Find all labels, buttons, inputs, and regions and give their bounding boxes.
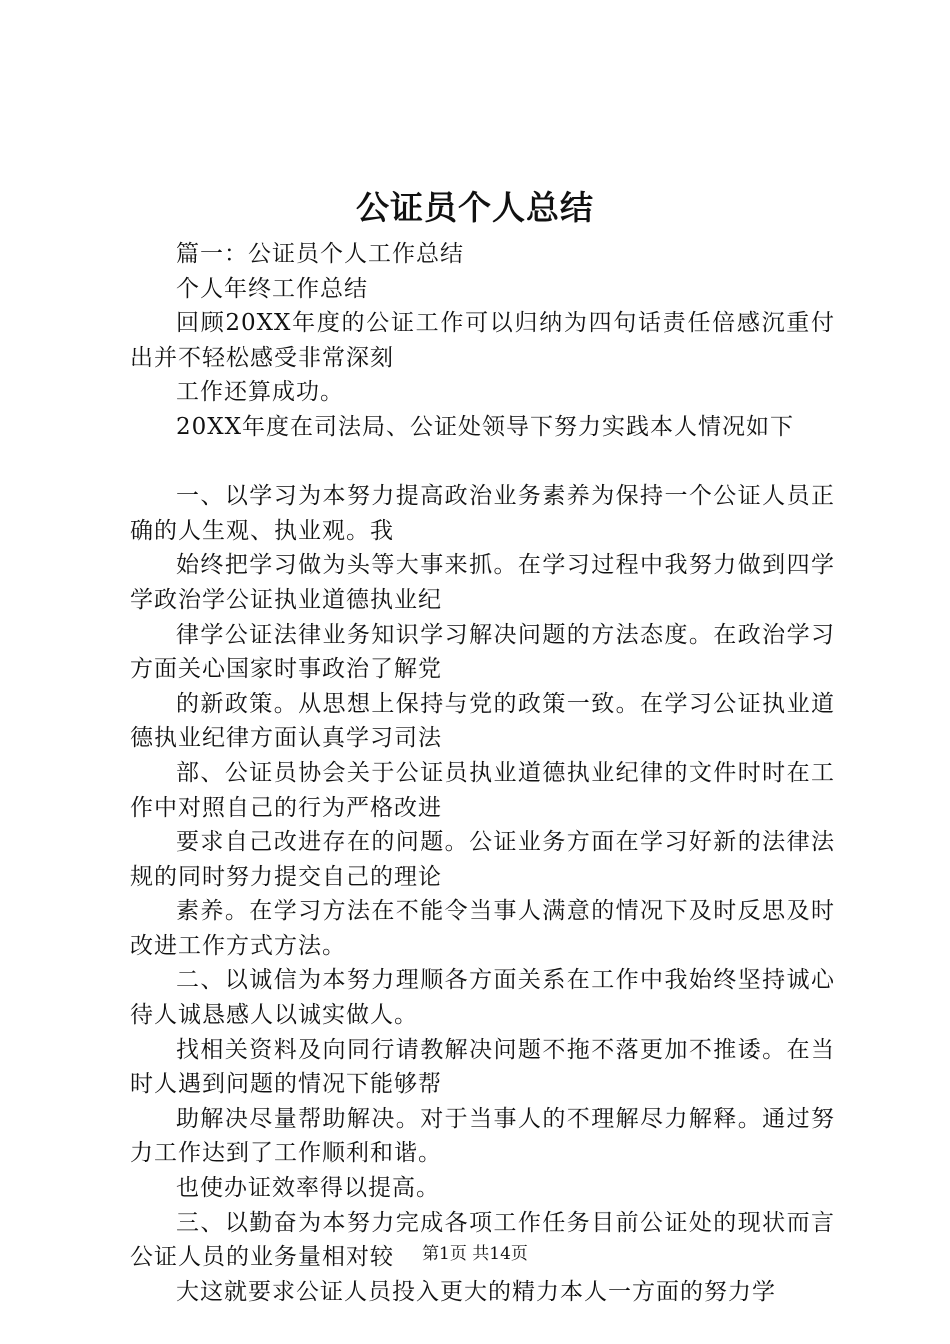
page-number: 第1页: [422, 1244, 467, 1264]
paragraph-1: 篇一：公证员个人工作总结: [176, 241, 464, 267]
page-footer: [0, 1242, 950, 1266]
paragraph-3: 回顾20XX年度的公证工作可以归纳为四句话责任倍感沉重付出并不轻松感受非常深刻: [130, 310, 835, 371]
paragraph-8: 始终把学习做为头等大事来抓。在学习过程中我努力做到四学学政治学公证执业道德执业纪: [130, 552, 835, 613]
paragraph-9: 律学公证法律业务知识学习解决问题的方法态度。在政治学习方面关心国家时事政治了解党: [130, 621, 835, 683]
blank-line: [130, 445, 835, 480]
paragraph-11: 部、公证员协会关于公证员执业道德执业纪律的文件时时在工作中对照自己的行为严格改进: [130, 759, 835, 821]
paragraph-4: 工作还算成功。: [176, 379, 344, 406]
paragraph-18: 三、以勤奋为本努力完成各项工作任务目前公证处的现状而言公证人员的业务量相对较: [130, 1209, 835, 1271]
paragraph-12: 要求自己改进存在的问题。公证业务方面在学习好新的法律法规的同时努力提交自己的理论: [130, 829, 835, 890]
document-title: 公证员个人总结: [356, 188, 594, 227]
paragraph-15: 找相关资料及向同行请教解决问题不拖不落更加不推诿。在当时人遇到问题的情况下能够帮: [130, 1036, 835, 1098]
paragraph-13: 素养。在学习方法在不能令当事人满意的情况下及时反思及时改进工作方式方法。: [130, 898, 835, 959]
total-pages: 共14页: [472, 1244, 528, 1264]
paragraph-7: 一、以学习为本努力提高政治业务素养为保持一个公证人员正确的人生观、执业观。我: [130, 483, 835, 544]
document-body: [130, 237, 835, 1309]
paragraph-19: 大这就要求公证人员投入更大的精力本人一方面的努力学: [176, 1278, 776, 1305]
paragraph-16: 助解决尽量帮助解决。对于当事人的不理解尽力解释。通过努力工作达到了工作顺利和谐。: [130, 1105, 835, 1167]
paragraph-5: 20XX年度在司法局、公证处领导下努力实践本人情况如下: [176, 413, 795, 440]
paragraph-2: 个人年终工作总结: [176, 275, 368, 302]
paragraph-14: 二、以诚信为本努力理顺各方面关系在工作中我始终坚持诚心待人诚恳感人以诚实做人。: [130, 967, 835, 1029]
paragraph-17: 也使办证效率得以提高。: [176, 1175, 440, 1202]
paragraph-10: 的新政策。从思想上保持与党的政策一致。在学习公证执业道德执业纪律方面认真学习司法: [130, 690, 835, 752]
